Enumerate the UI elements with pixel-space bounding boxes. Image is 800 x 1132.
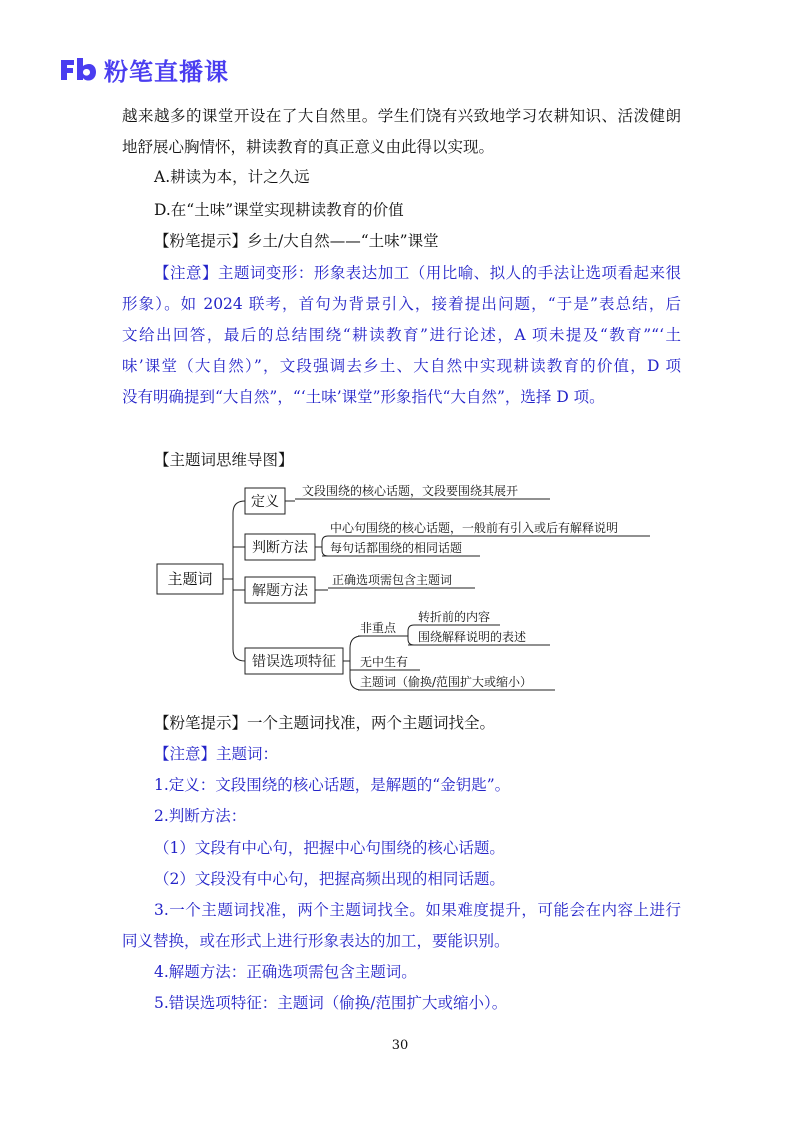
note-item: （2）文段没有中心句，把握高频出现的相同话题。 [154, 870, 505, 888]
note-item: 3.一个主题词找准，两个主题词找全。如果难度提升，可能会在内容上进行 [154, 901, 681, 919]
tip-label: 【粉笔提示】 [154, 714, 248, 732]
note-line: 形象）。如 2024 联考，首句为背景引入，接着提出问题，“于是”表总结，后 [122, 295, 681, 313]
note-item: 5.错误选项特征：主题词（偷换/范围扩大或缩小）。 [154, 994, 508, 1012]
mindmap-leaf: 转折前的内容 [418, 610, 491, 624]
mindmap-leaf: 文段围绕的核心话题，文段要围绕其展开 [302, 484, 519, 498]
logo-text: 粉笔直播课 [104, 58, 229, 86]
note-line: 【注意】主题词变形：形象表达加工（用比喻、拟人的手法让选项看起来很 [154, 264, 681, 282]
note-line: 文给出回答，最后的总结围绕“耕读教育”进行论述，A 项未提及“教育”“‘土 [122, 326, 681, 344]
paragraph-line: 越来越多的课堂开设在了大自然里。学生们饶有兴致地学习农耕知识、活泼健朗 [122, 107, 681, 125]
tip-label: 【粉笔提示】 [154, 232, 248, 250]
mindmap-branch-label: 定义 [251, 494, 279, 510]
paragraph-line: 地舒展心胸情怀，耕读教育的真正意义由此得以实现。 [122, 138, 495, 156]
mindmap-title: 【主题词思维导图】 [154, 451, 294, 469]
tip-line [154, 713, 495, 733]
note-item: 4.解题方法：正确选项需包含主题词。 [154, 963, 417, 981]
mindmap-connector [315, 536, 328, 556]
mindmap-leaf: 每句话都围绕的相同话题 [330, 541, 463, 555]
mindmap-sub-label: 非重点 [360, 621, 397, 635]
mindmap-connector [233, 501, 245, 661]
mindmap-connector [285, 499, 550, 501]
option-d: D.在“土味”课堂实现耕读教育的价值 [154, 201, 404, 219]
mindmap-connector [315, 588, 475, 590]
option-a: A.耕读为本，计之久远 [154, 168, 310, 186]
note-label: 【注意】 [154, 745, 217, 763]
page-number: 30 [391, 1038, 409, 1053]
mindmap-leaf: 围绕解释说明的表述 [418, 630, 527, 644]
mindmap-connector [402, 625, 414, 645]
mindmap-leaf: 正确选项需包含主题词 [332, 573, 453, 587]
mindmap-sub-label: 主题词（偷换/范围扩大或缩小） [360, 675, 533, 689]
mindmap-branch-label: 解题方法 [252, 583, 308, 599]
mindmap-sub-label: 无中生有 [360, 655, 409, 669]
note-item: 同义替换，或在形式上进行形象表达的加工，要能识别。 [122, 932, 510, 950]
note-label: 【注意】 [154, 264, 218, 282]
mindmap-leaf: 中心句围绕的核心话题，一般前有引入或后有解释说明 [330, 521, 619, 535]
mindmap-branch-label: 判断方法 [252, 540, 308, 556]
tip-text: 乡土/大自然——“土味”课堂 [247, 232, 439, 250]
note-line: 味’课堂（大自然）”，文段强调去乡土、大自然中实现耕读教育的价值，D 项 [122, 357, 681, 375]
mindmap-root-label: 主题词 [167, 570, 213, 588]
note-line: 没有明确提到“大自然”，“‘土味’课堂”形象指代“大自然”，选择 D 项。 [122, 388, 605, 406]
note-item: 1.定义：文段围绕的核心话题，是解题的“金钥匙”。 [154, 776, 511, 794]
tip-text: 一个主题词找准，两个主题词找全。 [247, 714, 496, 732]
note-item: 2.判断方法： [154, 807, 247, 825]
note-item: （1）文段有中心句，把握中心句围绕的核心话题。 [154, 839, 505, 857]
mindmap-branch-label: 错误选项特征 [252, 654, 336, 670]
mindmap-connector [233, 547, 245, 590]
note-line: 【注意】主题词： [154, 745, 279, 763]
